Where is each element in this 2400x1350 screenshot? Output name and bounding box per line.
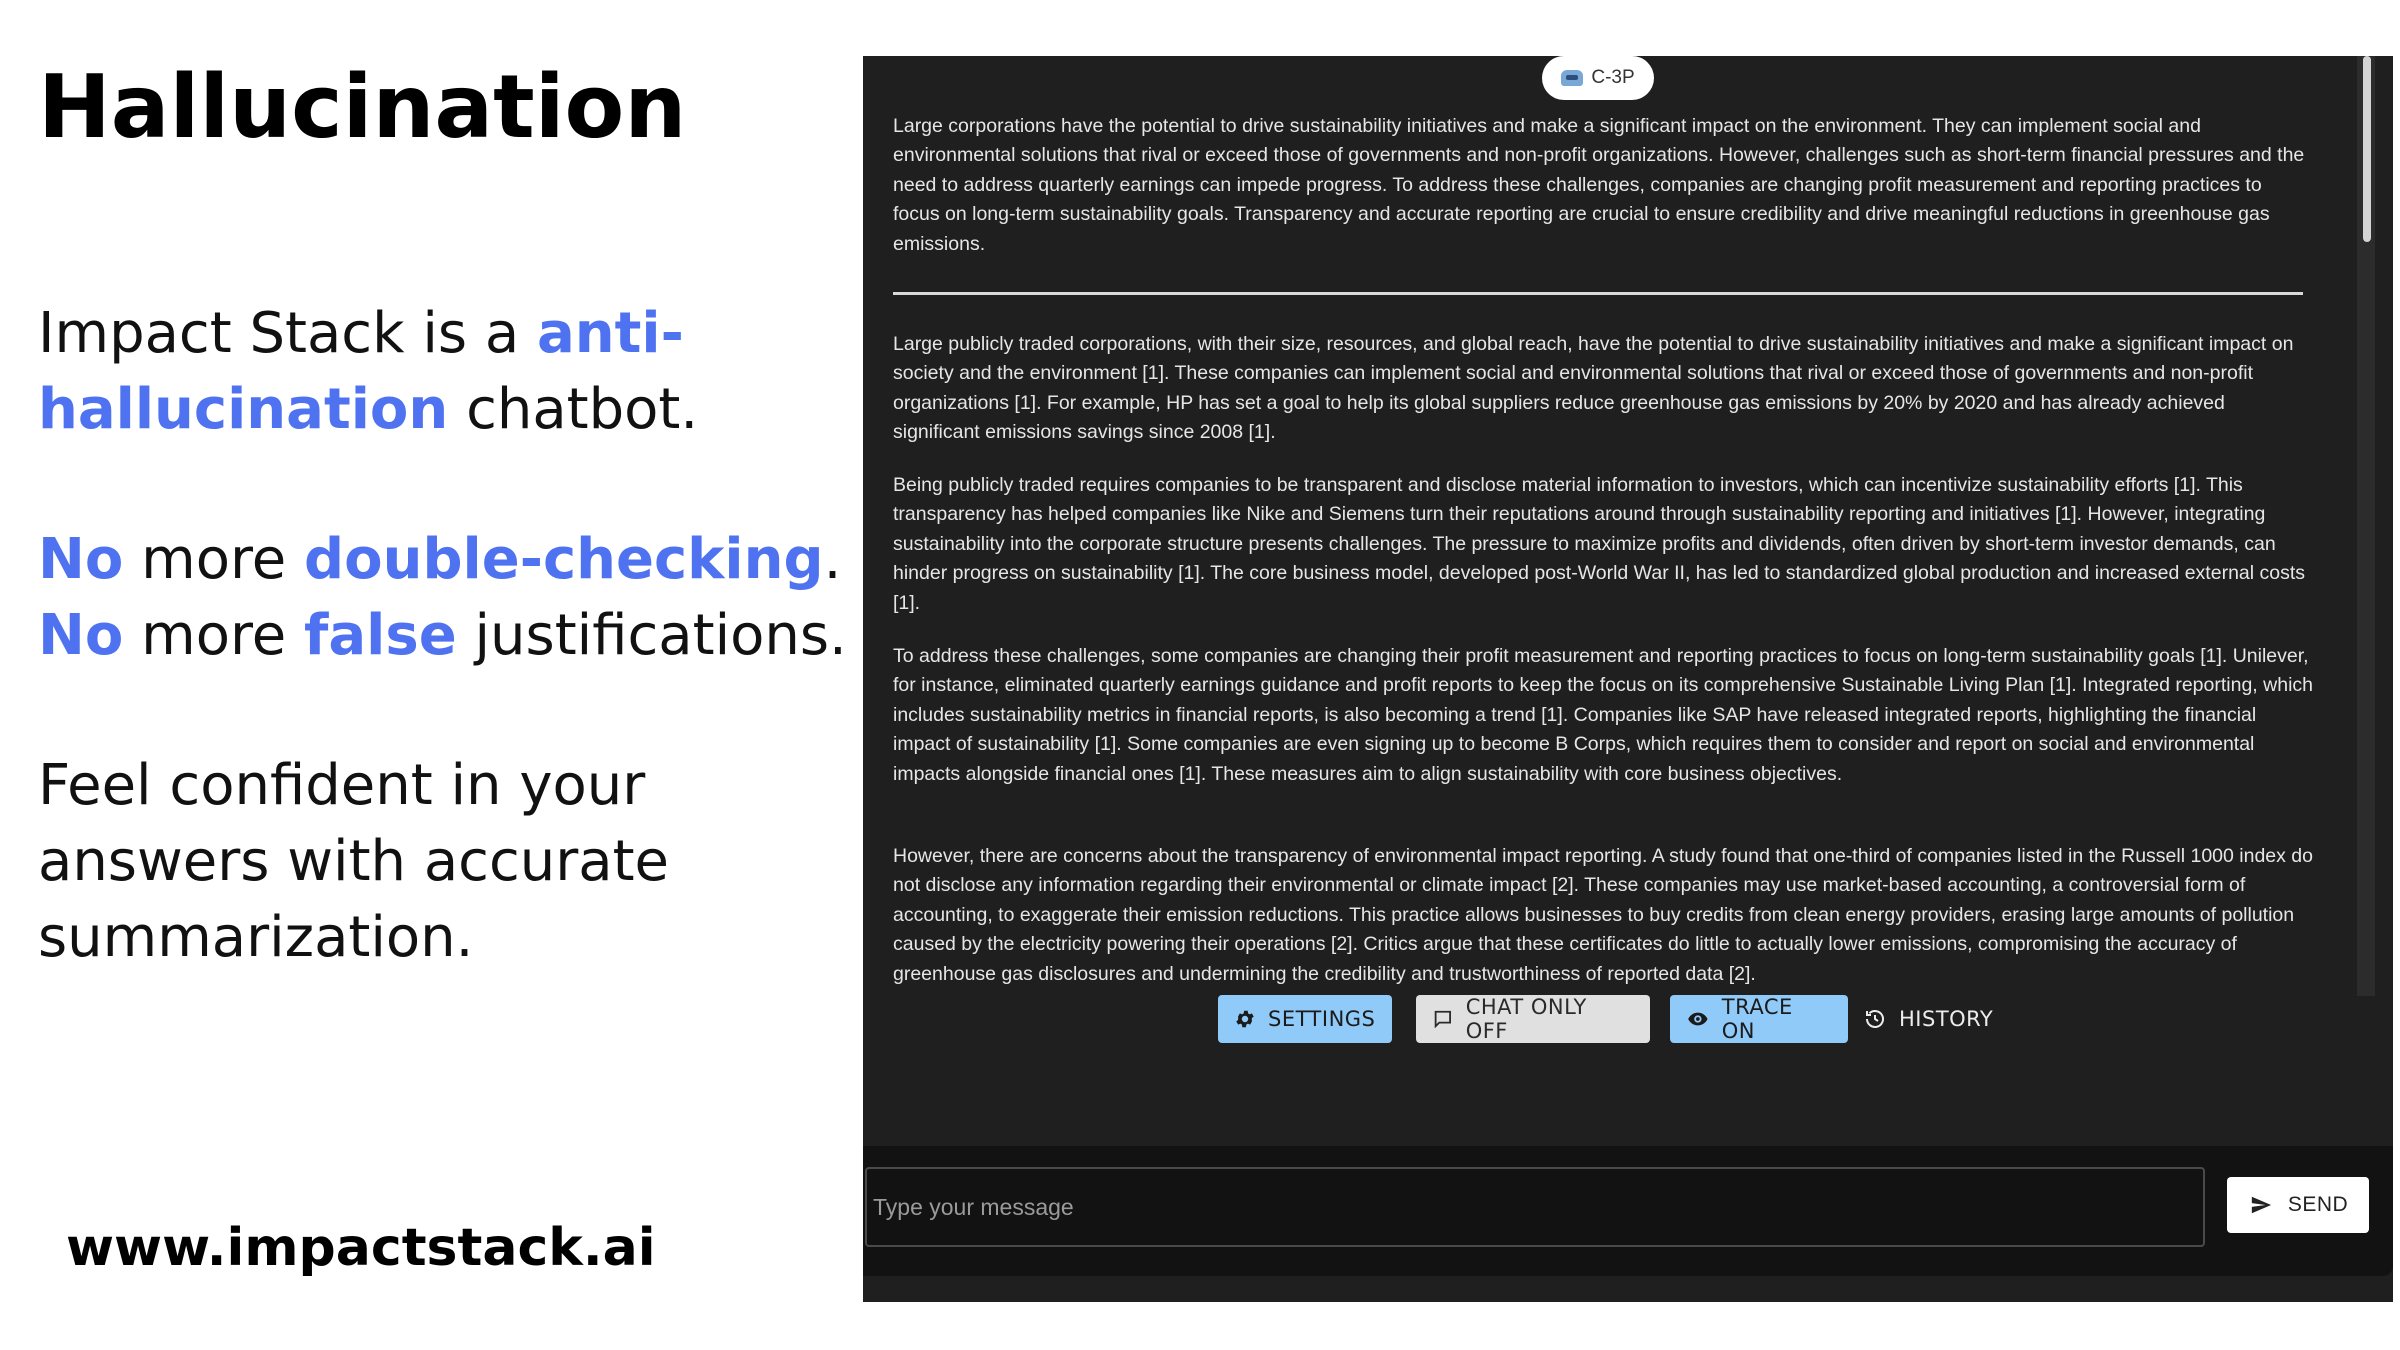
send-label: SEND (2287, 1193, 2349, 1216)
benefit-1-mid: more (123, 527, 305, 592)
response-paragraph: Being publicly traded requires companies to be transparent and disclose material information to investors, which can incentivize sustainability efforts [1]. This transparency has helped companies like Nike and Siemens turn their reputations around through sustainability reporting and initiatives [1]. However, integrating sustainability into the corporate structure presents challenges. The pressure to maximize profits and dividends, often driven by short-term investor demands, can hinder progress on sustainability [1]. The core business model, developed post-World War II, has led to standardized global production and increased external costs [1]. (893, 474, 2306, 614)
settings-label: SETTINGS (1268, 1007, 1376, 1031)
assistant-badge (1542, 56, 1654, 100)
benefit-2-mid: more (123, 603, 305, 668)
chat-app-window (863, 56, 2393, 1302)
divider (893, 292, 2303, 295)
benefit-2-no: No (38, 603, 124, 668)
intro-paragraph (38, 296, 838, 448)
history-label: HISTORY (1899, 1007, 1994, 1031)
response-paragraph: Large publicly traded corporations, with their size, resources, and global reach, have the potential to drive sustainability initiatives and make a significant impact on society and the environment [1]. These companies can implement social and environmental solutions that rival or exceed those of governments and non-profit organizations [1]. For example, HP has set a goal to help its global suppliers reduce greenhouse gas emissions by 20% by 2020 and has already achieved significant emissions savings since 2008 [1]. (893, 333, 2294, 444)
assistant-name: C-3P (1591, 67, 1635, 88)
trace-label: TRACE ON (1721, 995, 1793, 1043)
intro-highlight: anti-hallucination (38, 301, 684, 442)
gear-icon (1234, 1008, 1256, 1030)
window-edge (2375, 56, 2393, 996)
chat-only-label: CHAT ONLY OFF (1465, 995, 1587, 1043)
intro-text-b: chatbot. (448, 377, 699, 442)
chat-transcript[interactable] (863, 56, 2347, 996)
benefit-1-end: . (823, 527, 842, 592)
website-url: www.impactstack.ai (66, 1218, 656, 1278)
scrollbar-thumb[interactable] (2363, 56, 2371, 242)
history-icon (1863, 1007, 1887, 1031)
message-input[interactable] (865, 1167, 2205, 1247)
slide-title: Hallucination (38, 56, 687, 158)
confidence-paragraph: Feel confident in your answers with accurate summarization. (38, 753, 669, 970)
send-icon (2248, 1194, 2274, 1216)
benefits-paragraph (38, 522, 898, 674)
history-button[interactable] (1863, 995, 2013, 1043)
response-paragraph: However, there are concerns about the transparency of environmental impact reporting. A study found that one-third of companies listed in the Russell 1000 index do not disclose any information regarding their environmental or climate impact [2]. These companies may use market-based accounting, a controversial form of accounting, to exaggerate their emission reductions. This practice allows businesses to buy credits from clean energy providers, erasing large amounts of pollution caused by the electricity powering their operations [2]. Critics argue that these certificates do little to actually lower emissions, compromising the accuracy of greenhouse gas disclosures and undermining the credibility and trustworthiness of reported data [2]. (893, 845, 2313, 985)
robot-icon (1561, 70, 1583, 86)
benefit-1-highlight: double-checking (304, 527, 824, 592)
intro-text-a: Impact Stack is a (38, 301, 537, 366)
summary-text: Large corporations have the potential to drive sustainability initiatives and make a significant impact on the environment. They can implement social and environmental solutions that rival or exceed those of governments and non-profit organizations. However, challenges such as short-term financial pressures and the need to address quarterly earnings can impede progress. To address these challenges, companies are changing profit measurement and reporting practices to focus on long-term sustainability goals. Transparency and accurate reporting are crucial to ensure credibility and drive meaningful reductions in greenhouse gas emissions. (893, 115, 2305, 255)
send-button[interactable] (2227, 1177, 2369, 1233)
eye-icon (1686, 1008, 1710, 1030)
benefit-1-no: No (38, 527, 124, 592)
chat-only-toggle[interactable] (1416, 995, 1650, 1043)
response-paragraph: To address these challenges, some companies are changing their profit measurement and reporting practices to focus on long-term sustainability goals [1]. Unilever, for instance, eliminated quarterly earnings guidance and profit reports to keep the focus on its comprehensive Sustainable Living Plan [1]. Integrated reporting, which includes sustainability metrics in financial reports, is also becoming a trend [1]. Companies like SAP have released integrated reports, highlighting the financial impact of sustainability [1]. Some companies are even signing up to become B Corps, which requires them to consider and report on social and environmental impacts alongside financial ones [1]. These measures aim to align sustainability with core business objectives. (893, 645, 2313, 785)
trace-toggle[interactable] (1670, 995, 1848, 1043)
chat-bubble-icon (1432, 1008, 1454, 1030)
settings-button[interactable] (1218, 995, 1392, 1043)
benefit-2-end: justifications. (456, 603, 847, 668)
benefit-2-highlight: false (304, 603, 457, 668)
